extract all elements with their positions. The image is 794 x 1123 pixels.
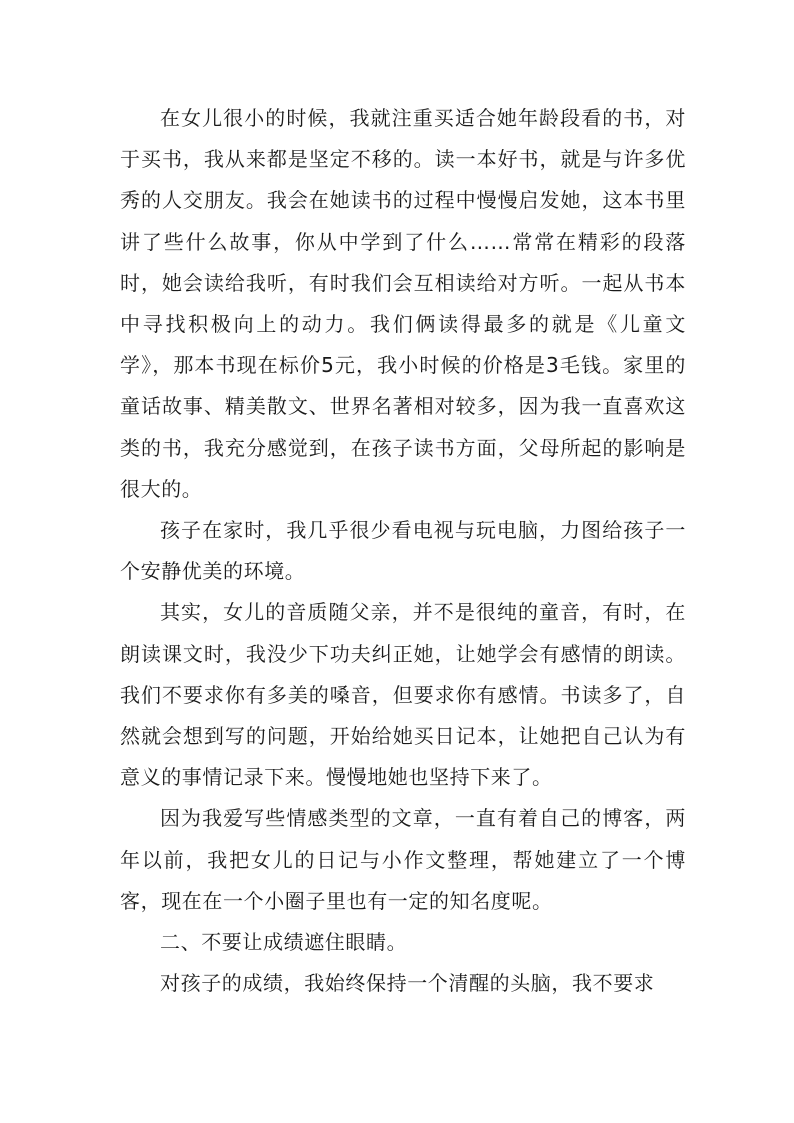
paragraph-reading-aloud: 其实，女儿的音质随父亲，并不是很纯的童音，有时，在朗读课文时，我没少下功夫纠正她，让她学会有感情的朗读。我们不要求你有多美的嗓音，但要求你有感情。书读多了，自然就会想到写的问题，开始给她买日记本，让她把自己认为有意义的事情记录下来。慢慢地她也坚持下来了。 bbox=[120, 600, 686, 790]
paragraph-blog: 因为我爱写些情感类型的文章，一直有着自己的博客，两年以前，我把女儿的日记与小作文整理，帮她建立了一个博客，现在在一个小圈子里也有一定的知名度呢。 bbox=[120, 806, 686, 913]
section-heading-grades: 二、不要让成绩遮住眼睛。 bbox=[160, 930, 408, 955]
document-body bbox=[120, 98, 686, 1004]
paragraph-grades: 对孩子的成绩，我始终保持一个清醒的头脑，我不要求 bbox=[160, 971, 655, 996]
paragraph-home-environment: 孩子在家时，我几乎很少看电视与玩电脑，力图给孩子一个安静优美的环境。 bbox=[120, 518, 686, 584]
paragraph-reading-habits: 在女儿很小的时候，我就注重买适合她年龄段看的书，对于买书，我从来都是坚定不移的。读一本好书，就是与许多优秀的人交朋友。我会在她读书的过程中慢慢启发她，这本书里讲了些什么故事，你从中学到了什么……常常在精彩的段落时，她会读给我听，有时我们会互相读给对方听。一起从书本中寻找积极向上的动力。我们俩读得最多的就是《儿童文学》，那本书现在标价5元，我小时候的价格是3毛钱。家里的童话故事、精美散文、世界名著相对较多，因为我一直喜欢这类的书，我充分感觉到，在孩子读书方面，父母所起的影响是很大的。 bbox=[120, 106, 686, 501]
